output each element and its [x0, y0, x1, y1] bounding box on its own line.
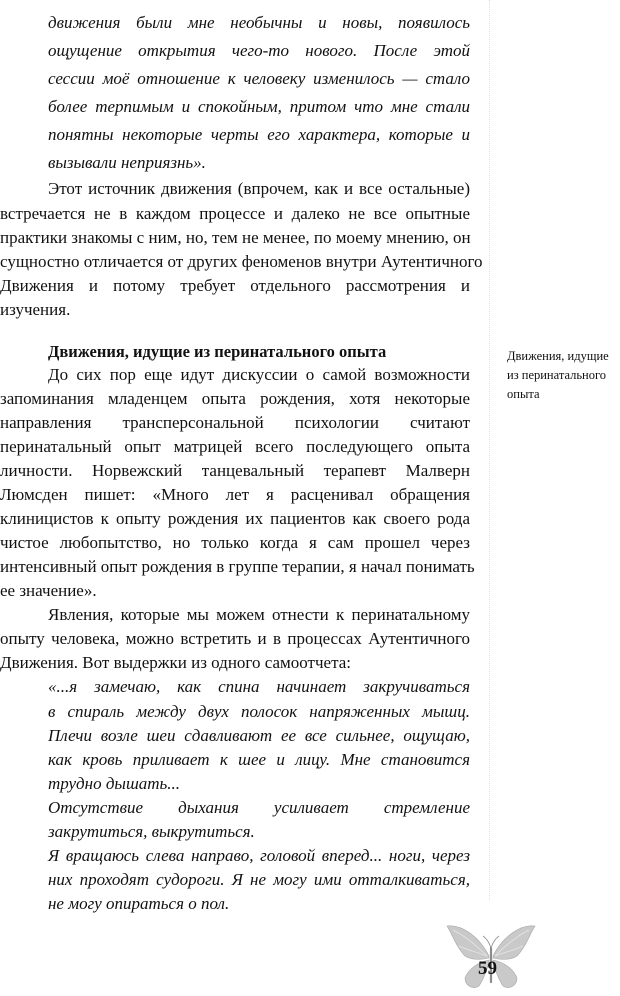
margin-note-line: опыта — [507, 387, 540, 401]
text-line: Я вращаюсь слева направо, головой вперед... ноги, через — [48, 846, 470, 865]
text-line: трудно дышать... — [48, 774, 181, 793]
text-line: чистое любопытство, но только когда я сам прошел через — [0, 533, 470, 552]
text-line: Отсутствие дыхания усиливает стремление — [48, 798, 470, 817]
text-line: опыту человека, можно встретить и в процессах Аутентичного — [0, 629, 470, 648]
text-line: Явления, которые мы можем отнести к перинатальному — [48, 605, 470, 624]
text-line: сущностно отличается от других феноменов внутри Аутентичного — [0, 252, 483, 271]
text-line: движения были мне необычны и новы, появилось — [48, 13, 470, 32]
page-number: 59 — [478, 958, 497, 979]
text-line: не могу опираться о пол. — [48, 894, 230, 913]
text-line: направления трансперсональной психологии считают — [0, 413, 470, 432]
text-line: Плечи возле шеи сдавливают ее все сильнее, ощущаю, — [48, 726, 470, 745]
text-line: встречается не в каждом процессе и далеко не все опытные — [0, 204, 470, 223]
text-line: интенсивный опыт рождения в группе терапии, я начал понимать — [0, 557, 475, 576]
text-line: как кровь приливает к шее и лицу. Мне становится — [48, 750, 470, 769]
text-line: ее значение». — [0, 581, 97, 600]
text-line: Движения. Вот выдержки из одного самоотчета: — [0, 653, 351, 672]
text-line: изучения. — [0, 300, 71, 319]
text-line: Этот источник движения (впрочем, как и все остальные) — [48, 179, 470, 198]
text-line: практики знакомы с ним, но, тем не менее, по моему мнению, он — [0, 228, 471, 247]
text-line: понятны некоторые черты его характера, которые и — [48, 125, 470, 144]
text-line: клиницистов к опыту рождения их пациентов как своего рода — [0, 509, 470, 528]
section-heading: Движения, идущие из перинатального опыта — [48, 342, 387, 361]
text-line: ощущение открытия чего-то нового. После этой — [48, 41, 470, 60]
text-line: вызывали неприязнь». — [48, 153, 206, 172]
text-line: в спираль между двух полосок напряженных мышц. — [48, 702, 470, 721]
text-line: Люмсден пишет: «Много лет я расценивал обращения — [0, 485, 470, 504]
margin-note-line: из перинатального — [507, 368, 607, 382]
text-line: запоминания младенцем опыта рождения, хотя некоторые — [0, 389, 470, 408]
butterfly-icon — [443, 918, 539, 996]
margin-divider — [489, 0, 490, 900]
text-line: них проходят судороги. Я не могу ими отталкиваться, — [48, 870, 470, 889]
margin-note-line: Движения, идущие — [507, 349, 609, 363]
text-line: личности. Норвежский танцевальный терапевт Малверн — [0, 461, 470, 480]
text-line: сессии моё отношение к человеку изменилось — стало — [48, 69, 470, 88]
text-line: «...я замечаю, как спина начинает закручиваться — [48, 677, 470, 696]
text-line: До сих пор еще идут дискуссии о самой возможности — [48, 365, 470, 384]
text-line: перинатальный опыт матрицей всего последующего опыта — [0, 437, 470, 456]
text-line: закрутиться, выкрутиться. — [48, 822, 255, 841]
text-line: Движения и потому требует отдельного рассмотрения и — [0, 276, 470, 295]
text-line: более терпимым и спокойным, притом что мне стали — [48, 97, 470, 116]
